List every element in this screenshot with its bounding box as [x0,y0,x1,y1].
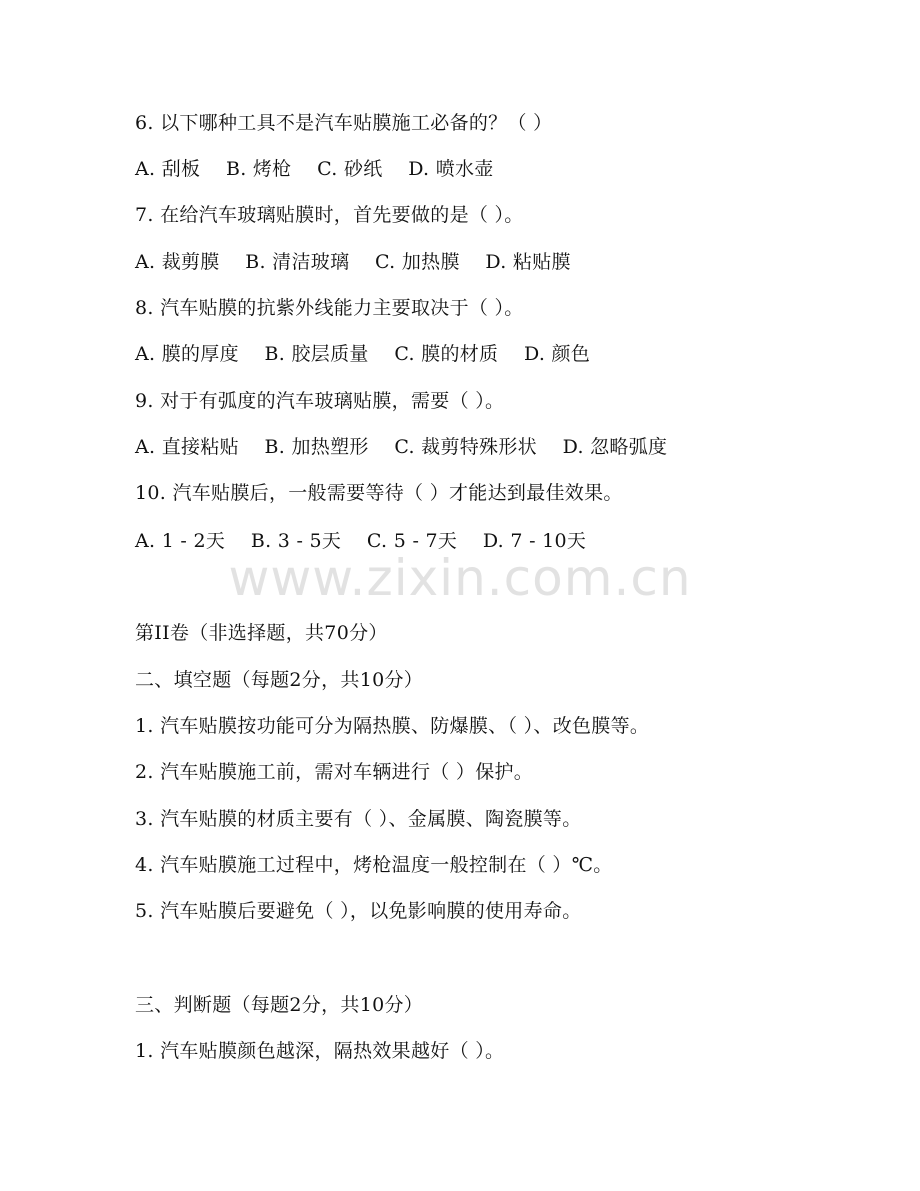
question-8-options: A. 膜的厚度 B. 胶层质量 C. 膜的材质 D. 颜色 [135,343,591,365]
fill-blank-title: 二、填空题（每题2分，共10分） [135,669,424,691]
question-10: 10. 汽车贴膜后，一般需要等待（ ）才能达到最佳效果。 [135,482,623,504]
part2-title: 第II卷（非选择题，共70分） [135,622,388,644]
judgement-title: 三、判断题（每题2分，共10分） [135,994,424,1016]
fill-blank-item-3: 3. 汽车贴膜的材质主要有（ ）、金属膜、陶瓷膜等。 [135,808,582,830]
fill-blank-item-4: 4. 汽车贴膜施工过程中，烤枪温度一般控制在（ ）℃。 [135,854,613,876]
judgement-item-1: 1. 汽车贴膜颜色越深，隔热效果越好（ ）。 [135,1040,505,1062]
fill-blank-item-5: 5. 汽车贴膜后要避免（ ），以免影响膜的使用寿命。 [135,900,582,922]
question-9: 9. 对于有弧度的汽车玻璃贴膜，需要（ ）。 [135,390,505,412]
question-10-options: A. 1 - 2天 B. 3 - 5天 C. 5 - 7天 D. 7 - 10天 [135,530,587,552]
question-8: 8. 汽车贴膜的抗紫外线能力主要取决于（ ）。 [135,297,524,319]
question-6: 6. 以下哪种工具不是汽车贴膜施工必备的？（ ） [135,112,553,134]
watermark: www.zixin.com.cn [228,549,692,607]
question-7-options: A. 裁剪膜 B. 清洁玻璃 C. 加热膜 D. 粘贴膜 [135,251,571,273]
fill-blank-item-2: 2. 汽车贴膜施工前，需对车辆进行（ ）保护。 [135,761,534,783]
question-7: 7. 在给汽车玻璃贴膜时，首先要做的是（ ）。 [135,204,524,226]
question-6-options: A. 刮板 B. 烤枪 C. 砂纸 D. 喷水壶 [135,158,494,180]
fill-blank-item-1: 1. 汽车贴膜按功能可分为隔热膜、防爆膜、（ ）、改色膜等。 [135,715,650,737]
question-9-options: A. 直接粘贴 B. 加热塑形 C. 裁剪特殊形状 D. 忽略弧度 [135,436,668,458]
